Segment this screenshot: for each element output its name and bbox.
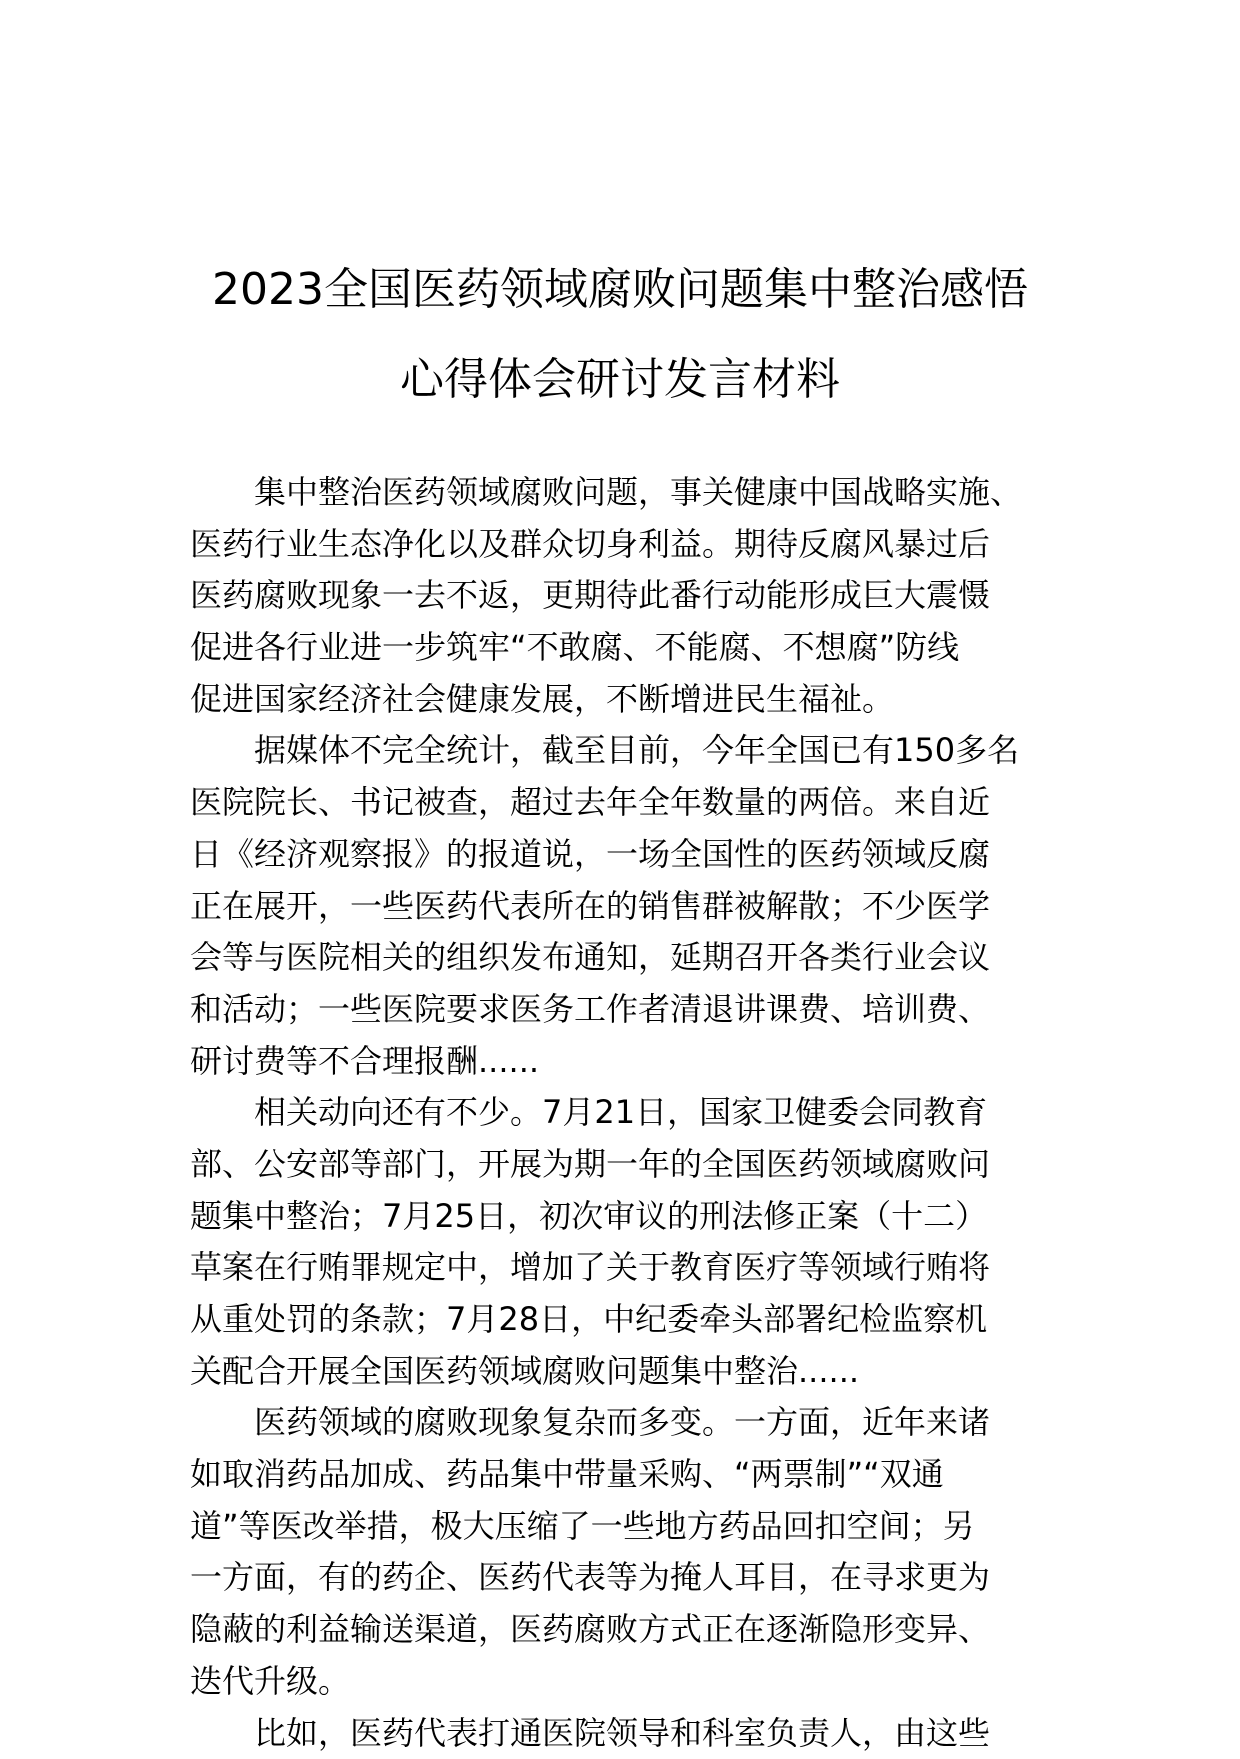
body-text-line: 比如，医药代表打通医院领导和科室负责人，由这些 [190, 1708, 1080, 1759]
document-title-line-1: 2023全国医药领域腐败问题集中整治感悟 [160, 262, 1080, 318]
body-text-line: 草案在行贿罪规定中，增加了关于教育医疗等领域行贿将 [190, 1242, 1080, 1294]
body-text-line: 正在展开，一些医药代表所在的销售群被解散；不少医学 [190, 881, 1080, 933]
body-text-line: 和活动；一些医院要求医务工作者清退讲课费、培训费、 [190, 984, 1080, 1036]
body-text-line: 一方面，有的药企、医药代表等为掩人耳目，在寻求更为 [190, 1552, 1080, 1604]
body-text-line: 促进国家经济社会健康发展，不断增进民生福祉。 [190, 674, 1080, 726]
body-text-line: 集中整治医药领域腐败问题，事关健康中国战略实施、 [190, 467, 1080, 519]
body-text-line: 日《经济观察报》的报道说，一场全国性的医药领域反腐 [190, 829, 1080, 881]
body-text-line: 医药腐败现象一去不返，更期待此番行动能形成巨大震慑 [190, 570, 1080, 622]
body-text-line: 如取消药品加成、药品集中带量采购、“两票制”“双通 [190, 1449, 1080, 1501]
body-text-line: 医药行业生态净化以及群众切身利益。期待反腐风暴过后 [190, 519, 1080, 571]
body-text-line: 关配合开展全国医药领域腐败问题集中整治...... [190, 1346, 1080, 1398]
body-text-line: 研讨费等不合理报酬...... [190, 1036, 1080, 1088]
body-text-line: 据媒体不完全统计，截至目前，今年全国已有150多名 [190, 725, 1080, 777]
body-text-line: 部、公安部等部门，开展为期一年的全国医药领域腐败问 [190, 1139, 1080, 1191]
document-title-line-2: 心得体会研讨发言材料 [160, 352, 1080, 408]
document-body [190, 467, 1080, 1759]
body-text-line: 隐蔽的利益输送渠道，医药腐败方式正在逐渐隐形变异、 [190, 1604, 1080, 1656]
body-text-line: 题集中整治；7月25日，初次审议的刑法修正案（十二） [190, 1191, 1080, 1243]
body-text-line: 迭代升级。 [190, 1656, 1080, 1708]
body-text-line: 会等与医院相关的组织发布通知，延期召开各类行业会议 [190, 932, 1080, 984]
body-text-line: 促进各行业进一步筑牢“不敢腐、不能腐、不想腐”防线 [190, 622, 1080, 674]
body-text-line: 医院院长、书记被查，超过去年全年数量的两倍。来自近 [190, 777, 1080, 829]
body-text-line: 相关动向还有不少。7月21日，国家卫健委会同教育 [190, 1087, 1080, 1139]
body-text-line: 从重处罚的条款；7月28日，中纪委牵头部署纪检监察机 [190, 1294, 1080, 1346]
body-text-line: 道”等医改举措，极大压缩了一些地方药品回扣空间；另 [190, 1501, 1080, 1553]
body-text-line: 医药领域的腐败现象复杂而多变。一方面，近年来诸 [190, 1397, 1080, 1449]
